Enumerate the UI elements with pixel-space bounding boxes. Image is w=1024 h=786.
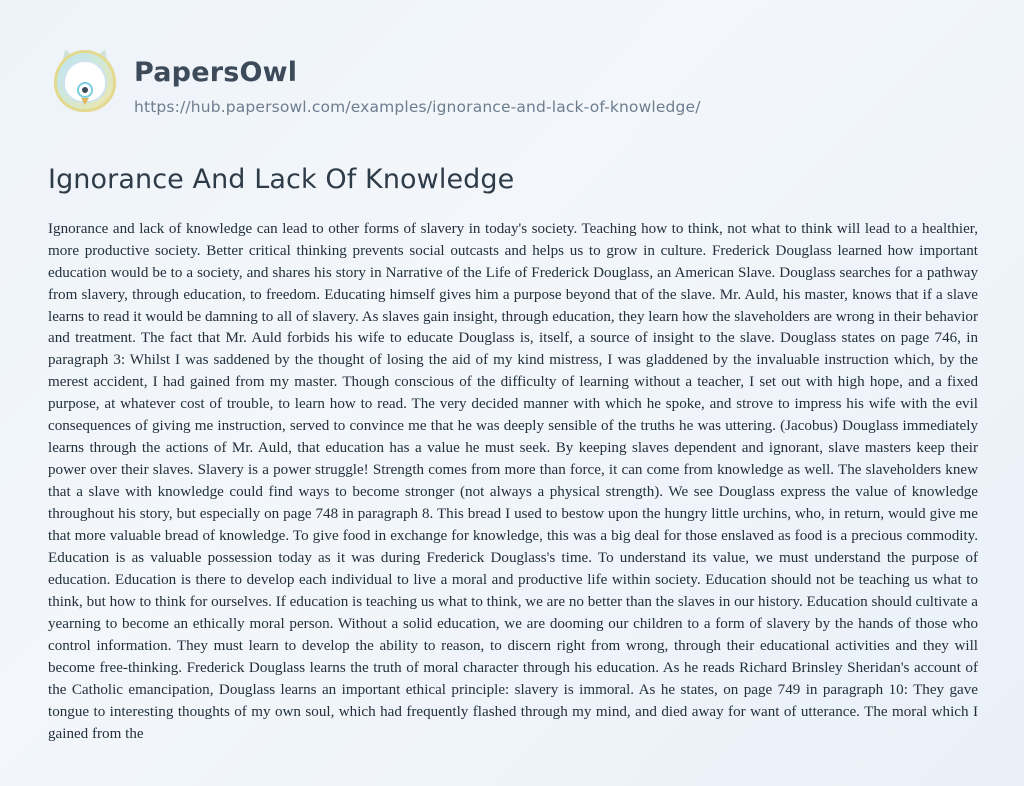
owl-pupil-right-icon xyxy=(82,87,88,93)
owl-beak-icon xyxy=(81,98,89,105)
owl-face-icon xyxy=(63,60,107,103)
source-url[interactable]: https://hub.papersowl.com/examples/ignorance-and-lack-of-knowledge/ xyxy=(134,97,701,116)
owl-logo-icon xyxy=(54,50,116,112)
brand-block xyxy=(134,44,701,116)
owl-outline-icon xyxy=(54,50,116,112)
page-title: Ignorance And Lack Of Knowledge xyxy=(48,163,515,195)
site-header xyxy=(46,44,978,116)
owl-eye-right-icon xyxy=(77,82,93,98)
document-body-text: Ignorance and lack of knowledge can lead to other forms of slavery in today's society. Teaching how to think, not what to think will lead to a healthier, more productive society. Better critical thinking prevents social outcasts and helps us to grow in culture. Frederick Douglass learned how important education would be to a society, and shares his story in Narrative of the Life of Frederick Douglass, an American Slave. Douglass searches for a pathway from slavery, through education, to freedom. Educating himself gives him a purpose beyond that of the slave. Mr. Auld, his master, knows that if a slave learns to read it would be damning to all of slavery. As slaves gain insight, through education, they learn how the slaveholders are wrong in their behavior and treatment. The fact that Mr. Auld forbids his wife to educate Douglass is, itself, a source of insight to the slave. Douglass states on page 746, in paragraph 3: Whilst I was saddened by the thought of losing the aid of my kind mistress, I was gladdened by the invaluable instruction which, by the merest accident, I had gained from my master. Though conscious of the difficulty of learning without a teacher, I set out with high hope, and a fixed purpose, at whatever cost of trouble, to learn how to read. The very decided manner with which he spoke, and strove to impress his wife with the evil consequences of giving me instruction, served to convince me that he was deeply sensible of the truths he was uttering. (Jacobus) Douglass immediately learns through the actions of Mr. Auld, that education has a value he must seek. By keeping slaves dependent and ignorant, slave masters keep their power over their slaves. Slavery is a power struggle! Strength comes from more than force, it can come from knowledge as well. The slaveholders knew that a slave with knowledge could find ways to become stronger (not always a physical strength). We see Douglass express the value of knowledge throughout his story, but especially on page 748 in paragraph 8. This bread I used to bestow upon the hungry little urchins, who, in return, would give me that more valuable bread of knowledge. To give food in exchange for knowledge, this was a big deal for those enslaved as food is a precious commodity. Education is as valuable possession today as it was during Frederick Douglass's time. To understand its value, we must understand the purpose of education. Education is there to develop each individual to live a moral and productive life within society. Education should not be teaching us what to think, but how to think for ourselves. If education is teaching us what to think, we are no better than the slaves in our history. Education should cultivate a yearning to become an ethically moral person. Without a solid education, we are dooming our children to a form of slavery by the hands of those who control information. They must learn to develop the ability to reason, to discern right from wrong, through their educational activities and they will become free-thinking. Frederick Douglass learns the truth of moral character through his education. As he reads Richard Brinsley Sheridan's account of the Catholic emancipation, Douglass learns an important ethical principle: slavery is immoral. As he states, on page 749 in paragraph 10: They gave tongue to interesting thoughts of my own soul, which had frequently flashed through my mind, and died away for want of utterance. The moral which I gained from the xyxy=(48,220,978,742)
brand-name: PapersOwl xyxy=(134,57,298,88)
